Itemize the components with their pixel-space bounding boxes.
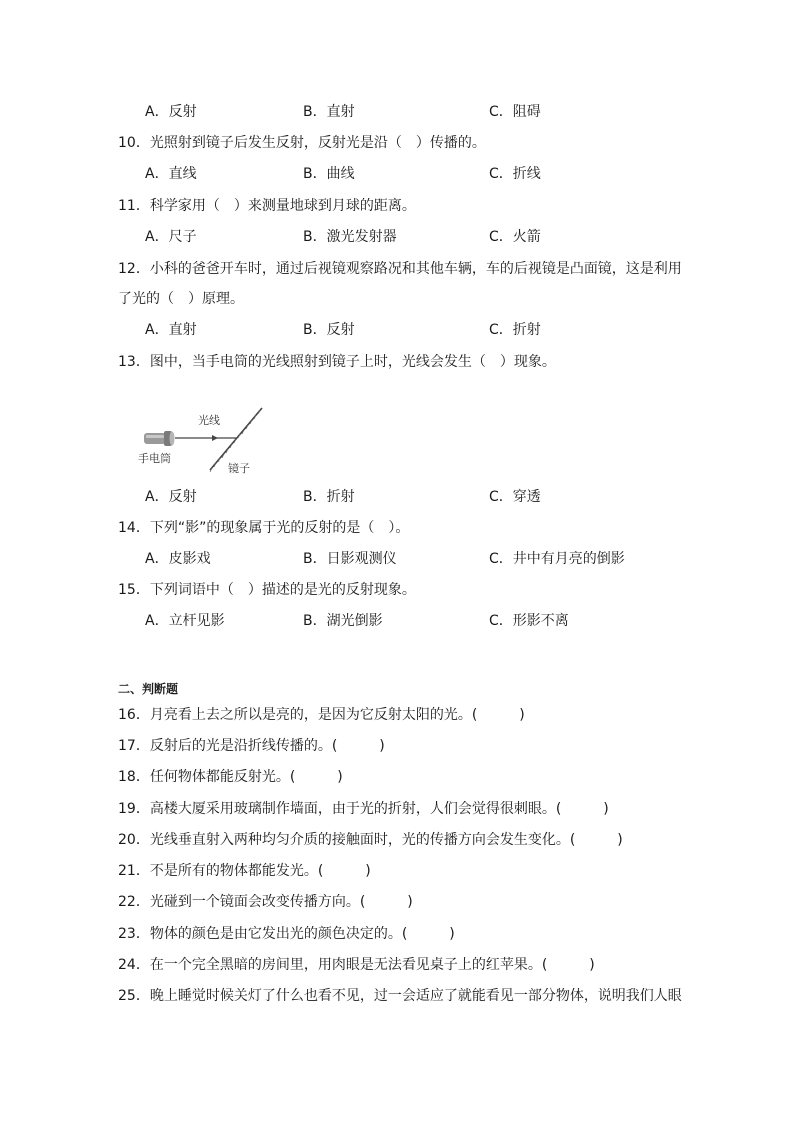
q13-option-b: B．折射 [303,489,355,505]
section-title-judgment: 二、判断题 [118,682,179,696]
q15-option-b: B．湖光倒影 [303,613,383,629]
q12-option-b: B．反射 [303,322,355,338]
q10-stem: 10．光照射到镜子后发生反射，反射光是沿（ ）传播的。 [118,135,486,151]
q11-option-a: A．尺子 [145,229,197,245]
q10-option-c: C．折线 [489,166,541,182]
judgment-21: 21．不是所有的物体都能发光。( ) [118,863,371,879]
label-mirror: 镜子 [228,462,250,475]
flashlight-icon [144,431,175,446]
q10-option-b: B．曲线 [303,166,355,182]
judgment-25: 25．晚上睡觉时候关灯了什么也看不见，过一会适应了就能看见一部分物体，说明我们人眼 [118,988,682,1004]
q14-stem: 14．下列“影”的现象属于光的反射的是（ ）。 [118,520,410,536]
q12-option-a: A．直射 [145,322,197,338]
q9-option-a: A．反射 [145,104,197,120]
judgment-16: 16．月亮看上去之所以是亮的，是因为它反射太阳的光。( ) [118,707,525,723]
q10-option-a: A．直线 [145,166,197,182]
q12-stem-line2: 了光的（ ）原理。 [118,291,244,307]
q12-options [145,320,705,340]
judgment-17: 17．反射后的光是沿折线传播的。( ) [118,738,385,754]
label-flashlight: 手电筒 [138,452,171,465]
q13-options [145,487,705,507]
q11-stem: 11．科学家用（ ）来测量地球到月球的距离。 [118,198,416,214]
q9-option-b: B．直射 [303,104,355,120]
judgment-24: 24．在一个完全黑暗的房间里，用肉眼是无法看见桌子上的红苹果。( ) [118,957,595,973]
judgment-22: 22．光碰到一个镜面会改变传播方向。( ) [118,894,413,910]
q14-option-a: A．皮影戏 [145,551,211,567]
q9-options [145,102,705,122]
q13-stem: 13．图中，当手电筒的光线照射到镜子上时，光线会发生（ ）现象。 [118,354,556,370]
judgment-23: 23．物体的颜色是由它发出光的颜色决定的。( ) [118,926,455,942]
q15-stem: 15．下列词语中（ ）描述的是光的反射现象。 [118,582,416,598]
flashlight-mirror-figure [138,404,288,478]
q12-option-c: C．折射 [489,322,541,338]
q9-option-c: C．阻碍 [489,104,541,120]
arrow-icon [212,435,218,441]
judgment-19: 19．高楼大厦采用玻璃制作墙面，由于光的折射，人们会觉得很刺眼。( ) [118,801,609,817]
q15-option-c: C．形影不离 [489,613,569,629]
q11-option-b: B．激光发射器 [303,229,397,245]
judgment-20: 20．光线垂直射入两种均匀介质的接触面时，光的传播方向会发生变化。( ) [118,832,623,848]
q11-options [145,227,705,247]
q14-option-b: B．日影观测仪 [303,551,397,567]
q15-option-a: A．立杆见影 [145,613,225,629]
q11-option-c: C．火箭 [489,229,541,245]
q12-stem-line1: 12．小科的爸爸开车时，通过后视镜观察路况和其他车辆，车的后视镜是凸面镜，这是利用 [118,261,682,277]
q10-options [145,164,705,184]
q13-option-c: C．穿透 [489,489,541,505]
label-light: 光线 [198,414,220,427]
q13-option-a: A．反射 [145,489,197,505]
judgment-18: 18．任何物体都能反射光。( ) [118,769,343,785]
q14-options [145,549,705,569]
q15-options [145,611,705,631]
q14-option-c: C．井中有月亮的倒影 [489,551,625,567]
